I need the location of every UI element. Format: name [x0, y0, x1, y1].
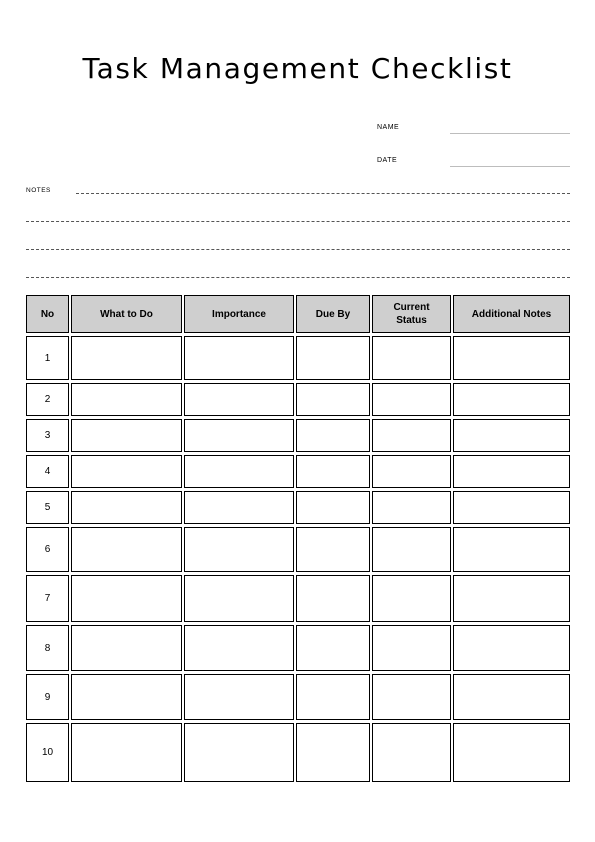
page-title: Task Management Checklist — [82, 52, 513, 85]
row-3-importance-cell[interactable] — [184, 419, 294, 452]
row-8-importance-cell[interactable] — [184, 625, 294, 671]
row-1-what-to-do-cell[interactable] — [71, 336, 182, 380]
row-10-additional-notes-cell[interactable] — [453, 723, 570, 782]
row-number-8: 8 — [26, 625, 69, 671]
row-number-3: 3 — [26, 419, 69, 452]
row-7-due-by-cell[interactable] — [296, 575, 370, 622]
row-7-current-status-cell[interactable] — [372, 575, 451, 622]
row-6-due-by-cell[interactable] — [296, 527, 370, 572]
name-label: NAME — [377, 124, 400, 131]
notes-line-3[interactable] — [26, 249, 570, 250]
row-10-importance-cell[interactable] — [184, 723, 294, 782]
row-3-due-by-cell[interactable] — [296, 419, 370, 452]
header-what-to-do: What to Do — [71, 295, 182, 333]
row-number-6: 6 — [26, 527, 69, 572]
row-8-current-status-cell[interactable] — [372, 625, 451, 671]
header-no: No — [26, 295, 69, 333]
row-8-what-to-do-cell[interactable] — [71, 625, 182, 671]
row-5-due-by-cell[interactable] — [296, 491, 370, 524]
row-4-due-by-cell[interactable] — [296, 455, 370, 488]
row-9-additional-notes-cell[interactable] — [453, 674, 570, 720]
row-3-what-to-do-cell[interactable] — [71, 419, 182, 452]
row-6-additional-notes-cell[interactable] — [453, 527, 570, 572]
row-number-4: 4 — [26, 455, 69, 488]
header-importance: Importance — [184, 295, 294, 333]
row-4-what-to-do-cell[interactable] — [71, 455, 182, 488]
notes-line-1[interactable] — [76, 193, 570, 194]
row-2-importance-cell[interactable] — [184, 383, 294, 416]
row-number-1: 1 — [26, 336, 69, 380]
notes-line-4[interactable] — [26, 277, 570, 278]
row-4-importance-cell[interactable] — [184, 455, 294, 488]
row-9-importance-cell[interactable] — [184, 674, 294, 720]
row-7-importance-cell[interactable] — [184, 575, 294, 622]
row-8-due-by-cell[interactable] — [296, 625, 370, 671]
row-1-current-status-cell[interactable] — [372, 336, 451, 380]
row-7-what-to-do-cell[interactable] — [71, 575, 182, 622]
row-number-10: 10 — [26, 723, 69, 782]
row-number-7: 7 — [26, 575, 69, 622]
row-2-what-to-do-cell[interactable] — [71, 383, 182, 416]
header-additional-notes: Additional Notes — [453, 295, 570, 333]
row-number-5: 5 — [26, 491, 69, 524]
row-6-current-status-cell[interactable] — [372, 527, 451, 572]
date-field[interactable] — [450, 166, 570, 167]
row-6-importance-cell[interactable] — [184, 527, 294, 572]
name-field[interactable] — [450, 133, 570, 134]
row-5-what-to-do-cell[interactable] — [71, 491, 182, 524]
row-3-additional-notes-cell[interactable] — [453, 419, 570, 452]
row-9-what-to-do-cell[interactable] — [71, 674, 182, 720]
row-5-importance-cell[interactable] — [184, 491, 294, 524]
row-1-additional-notes-cell[interactable] — [453, 336, 570, 380]
row-9-current-status-cell[interactable] — [372, 674, 451, 720]
row-4-current-status-cell[interactable] — [372, 455, 451, 488]
row-10-current-status-cell[interactable] — [372, 723, 451, 782]
row-10-due-by-cell[interactable] — [296, 723, 370, 782]
header-current-status: Current Status — [372, 295, 451, 333]
row-4-additional-notes-cell[interactable] — [453, 455, 570, 488]
notes-line-2[interactable] — [26, 221, 570, 222]
row-3-current-status-cell[interactable] — [372, 419, 451, 452]
row-number-9: 9 — [26, 674, 69, 720]
row-10-what-to-do-cell[interactable] — [71, 723, 182, 782]
row-1-importance-cell[interactable] — [184, 336, 294, 380]
row-6-what-to-do-cell[interactable] — [71, 527, 182, 572]
row-2-due-by-cell[interactable] — [296, 383, 370, 416]
row-1-due-by-cell[interactable] — [296, 336, 370, 380]
row-5-current-status-cell[interactable] — [372, 491, 451, 524]
header-due-by: Due By — [296, 295, 370, 333]
row-8-additional-notes-cell[interactable] — [453, 625, 570, 671]
date-label: DATE — [377, 157, 398, 164]
notes-label: NOTES — [26, 187, 51, 194]
row-7-additional-notes-cell[interactable] — [453, 575, 570, 622]
row-2-current-status-cell[interactable] — [372, 383, 451, 416]
row-2-additional-notes-cell[interactable] — [453, 383, 570, 416]
row-number-2: 2 — [26, 383, 69, 416]
row-5-additional-notes-cell[interactable] — [453, 491, 570, 524]
row-9-due-by-cell[interactable] — [296, 674, 370, 720]
